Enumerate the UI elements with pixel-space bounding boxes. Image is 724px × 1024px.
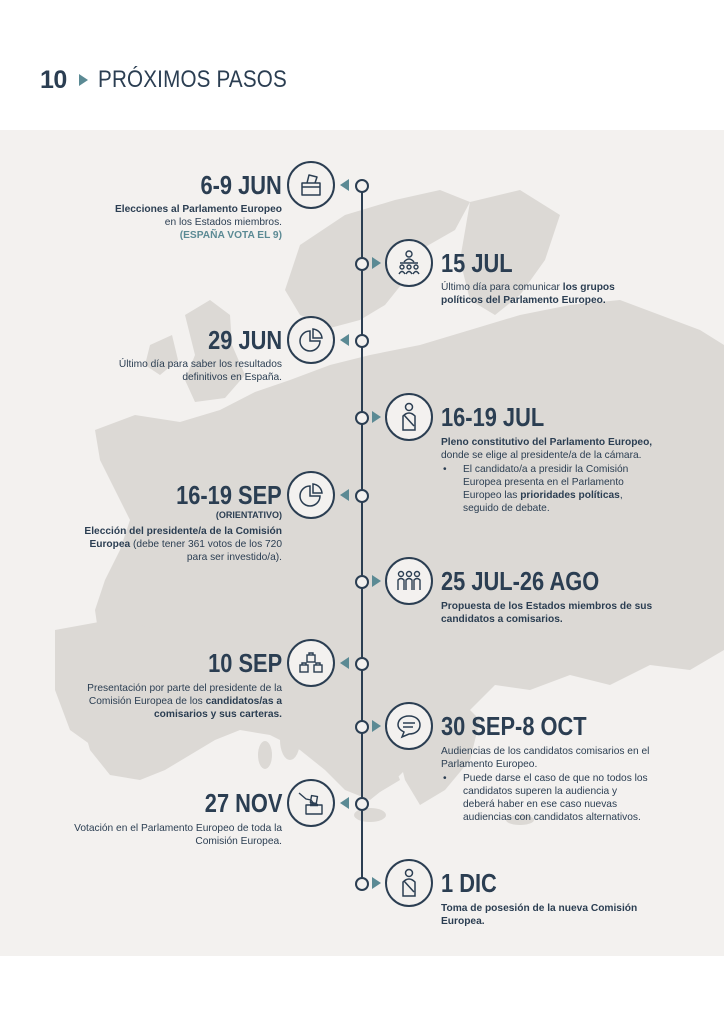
- timeline-node: [355, 334, 369, 348]
- bullet-bold-text: prioridades políticas: [520, 490, 620, 501]
- event-description: [102, 358, 282, 384]
- event-bold-text: candidatos/as a comisarios y sus carteras.: [154, 696, 282, 720]
- pointer-right-icon: [372, 257, 381, 269]
- event-description: [67, 682, 282, 721]
- person-sash-icon: [385, 859, 433, 907]
- event-text: Presentación por parte del presidente de la Comisión Europea de los: [87, 683, 282, 707]
- event-bullet: • Puede darse el caso de que no todos los candidatos superen la audiencia y deberá haber en ese caso nuevas audiencias con candidatos alternativos.: [441, 772, 651, 824]
- timeline-axis: [361, 186, 363, 884]
- pointer-left-icon: [340, 657, 349, 669]
- event-date: 25 JUL-26 AGO: [441, 566, 600, 596]
- event-text: donde se elige al presidente/a de la cámara.: [441, 450, 642, 461]
- event-text: (debe tener 361 votos de los 720 para ser investido/a).: [130, 539, 282, 563]
- event-date: 15 JUL: [441, 248, 513, 278]
- timeline-node: [355, 877, 369, 891]
- event-bullet: [441, 463, 656, 515]
- timeline-node: [355, 489, 369, 503]
- pie-chart-icon: [287, 316, 335, 364]
- pointer-left-icon: [340, 797, 349, 809]
- pointer-right-icon: [372, 575, 381, 587]
- event-date: 16-19 JUL: [441, 402, 545, 432]
- event-description: [441, 745, 651, 824]
- event-bold-text: Elección del presidente/a de la Comisión Europea: [84, 526, 282, 550]
- ballot-box-icon: [287, 161, 335, 209]
- event-date: 6-9 JUN: [200, 170, 282, 200]
- pie-chart-icon: [287, 471, 335, 519]
- bullet-text: , seguido de debate.: [463, 490, 623, 514]
- event-subtitle: (ORIENTATIVO): [215, 510, 282, 520]
- event-description: [67, 525, 282, 564]
- timeline-node: [355, 720, 369, 734]
- event-description: [441, 436, 656, 515]
- timeline-node: [355, 797, 369, 811]
- pointer-left-icon: [340, 489, 349, 501]
- event-date: 16-19 SEP: [176, 480, 282, 510]
- speech-bubble-icon: [385, 702, 433, 750]
- pointer-left-icon: [340, 334, 349, 346]
- page-header: [40, 62, 318, 98]
- event-bold-text: Propuesta de los Estados miembros de sus candidatos a comisarios.: [441, 601, 653, 625]
- timeline-node: [355, 411, 369, 425]
- pointer-right-icon: [372, 411, 381, 423]
- event-date: 30 SEP-8 OCT: [441, 711, 587, 741]
- pointer-right-icon: [372, 877, 381, 889]
- event-text: Votación en el Parlamento Europeo de toda la Comisión Europea.: [74, 823, 282, 847]
- event-bold-text: Elecciones al Parlamento Europeo: [114, 204, 282, 215]
- page-number: 10: [40, 65, 67, 94]
- bullet-text: El candidato/a a presidir la Comisión Europea presenta en el Parlamento Europeo las: [463, 464, 629, 501]
- event-date: 10 SEP: [207, 648, 282, 678]
- people-group-icon: [385, 557, 433, 605]
- event-description: [441, 281, 641, 307]
- event-date: 1 DIC: [441, 868, 497, 898]
- event-date: 27 NOV: [204, 788, 282, 818]
- event-bold-text: Pleno constitutivo del Parlamento Europeo,: [441, 437, 653, 448]
- event-description: [82, 203, 282, 242]
- event-description: [62, 822, 282, 848]
- briefcases-icon: [287, 639, 335, 687]
- timeline-node: [355, 179, 369, 193]
- event-text: en los Estados miembros.: [164, 217, 282, 228]
- timeline-node: [355, 257, 369, 271]
- hand-voting-icon: [287, 779, 335, 827]
- section-title: PRÓXIMOS PASOS: [97, 66, 287, 93]
- pointer-right-icon: [372, 720, 381, 732]
- arrow-right-icon: [79, 74, 88, 86]
- event-date: 29 JUN: [207, 325, 282, 355]
- event-description: [441, 600, 666, 626]
- pointer-left-icon: [340, 179, 349, 191]
- event-bold-text: los grupos políticos del Parlamento Europeo.: [441, 282, 615, 306]
- event-text: Último día para saber los resultados definitivos en España.: [118, 359, 282, 383]
- event-highlight: (ESPAÑA VOTA EL 9): [179, 230, 282, 241]
- event-text: Último día para comunicar: [441, 282, 563, 293]
- timeline-node: [355, 575, 369, 589]
- timeline-node: [355, 657, 369, 671]
- event-text: Audiencias de los candidatos comisarios en el Parlamento Europeo.: [441, 746, 650, 770]
- person-sash-icon: [385, 393, 433, 441]
- group-presentation-icon: [385, 239, 433, 287]
- event-bold-text: Toma de posesión de la nueva Comisión Europea.: [441, 903, 638, 927]
- event-description: [441, 902, 651, 928]
